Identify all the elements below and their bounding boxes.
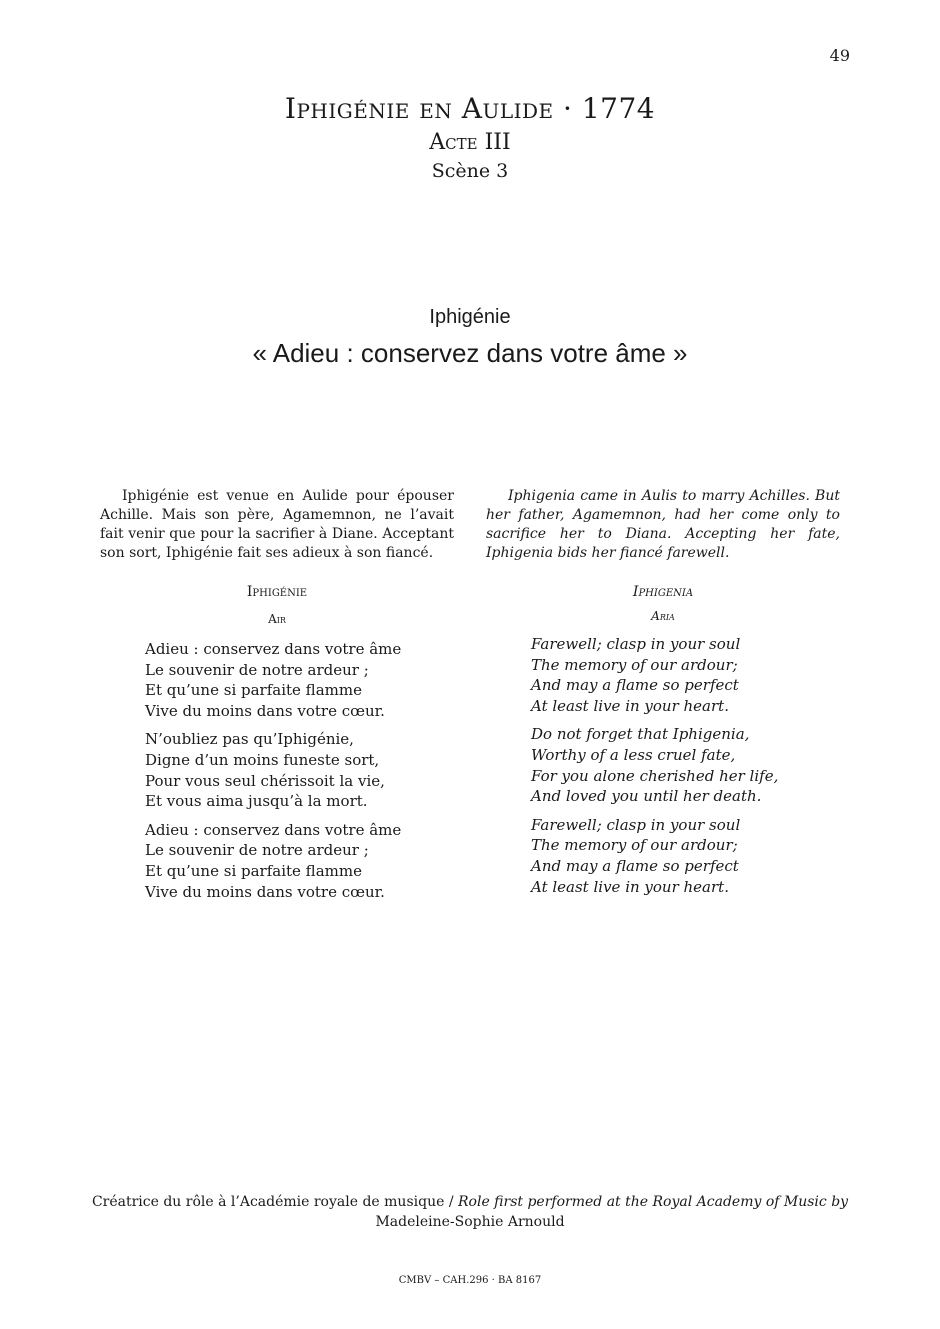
form-label-french: Air bbox=[268, 612, 286, 626]
lyric-line: Worthy of a less cruel fate, bbox=[531, 745, 736, 764]
lyric-line: Le souvenir de notre ardeur ; bbox=[145, 841, 369, 860]
lyric-line: Farewell; clasp in your soul bbox=[531, 815, 741, 834]
character-name-french: Iphigénie bbox=[246, 584, 308, 600]
stanza bbox=[531, 634, 851, 716]
lyric-line: N’oubliez pas qu’Iphigénie, bbox=[145, 730, 354, 749]
opera-title: Iphigénie en Aulide · 1774 bbox=[284, 92, 656, 125]
lyric-line: Adieu : conservez dans votre âme bbox=[145, 820, 402, 839]
act-title: Acte III bbox=[429, 130, 511, 155]
lyric-line: And may a flame so perfect bbox=[531, 856, 739, 875]
synopsis-french: Iphigénie est venue en Aulide pour épouser Achille. Mais son père, Agamemnon, ne l’avait fait venir que pour la sacrifier à Diane. Acceptant son sort, Iphigénie fait ses adieux à son fiancé. bbox=[100, 488, 454, 561]
stanza bbox=[145, 729, 465, 811]
form-label-english: Aria bbox=[651, 609, 675, 623]
singer-name: Madeleine-Sophie Arnould bbox=[375, 1214, 565, 1230]
lyric-line: Et qu’une si parfaite flamme bbox=[145, 681, 362, 700]
stanza bbox=[531, 815, 851, 897]
scene-title: Scène 3 bbox=[431, 160, 509, 182]
lyric-line: Vive du moins dans votre cœur. bbox=[145, 882, 385, 901]
lyric-line: Do not forget that Iphigenia, bbox=[531, 725, 750, 744]
synopsis-english: Iphigenia came in Aulis to marry Achilles. But her father, Agamemnon, had her come only to sacrifice her to Diana. Accepting her fate, Iphigenia bids her fiancé farewell. bbox=[486, 488, 840, 561]
character-name-english: Iphigenia bbox=[632, 584, 694, 600]
lyric-line: At least live in your heart. bbox=[531, 877, 729, 896]
footer-reference: CMBV – CAH.296 · BA 8167 bbox=[398, 1275, 542, 1286]
role-credit bbox=[0, 1192, 940, 1232]
aria-title: « Adieu : conservez dans votre âme » bbox=[252, 338, 688, 368]
lyrics-english bbox=[531, 634, 851, 905]
lyric-line: Vive du moins dans votre cœur. bbox=[145, 701, 385, 720]
lyric-line: The memory of our ardour; bbox=[531, 836, 738, 855]
lyric-line: For you alone cherished her life, bbox=[531, 766, 779, 785]
lyric-line: Farewell; clasp in your soul bbox=[531, 635, 741, 653]
credit-french: Créatrice du rôle à l’Académie royale de musique / bbox=[91, 1194, 458, 1210]
lyric-line: And loved you until her death. bbox=[531, 787, 762, 806]
lyric-line: The memory of our ardour; bbox=[531, 655, 738, 674]
stanza bbox=[145, 820, 465, 902]
stanza bbox=[145, 639, 465, 721]
lyric-line: Et vous aima jusqu’à la mort. bbox=[145, 792, 368, 811]
stanza bbox=[531, 724, 851, 806]
lyric-line: Pour vous seul chérissoit la vie, bbox=[145, 771, 385, 790]
lyric-line: Et qu’une si parfaite flamme bbox=[145, 861, 362, 880]
lyric-line: And may a flame so perfect bbox=[531, 676, 739, 695]
lyrics-french bbox=[145, 639, 465, 910]
lyric-line: Le souvenir de notre ardeur ; bbox=[145, 660, 369, 679]
credit-english: Role first performed at the Royal Academy of Music by bbox=[458, 1194, 849, 1210]
lyric-line: Digne d’un moins funeste sort, bbox=[145, 750, 380, 769]
lyric-line: Adieu : conservez dans votre âme bbox=[145, 640, 402, 658]
lyric-line: At least live in your heart. bbox=[531, 696, 729, 715]
page-number: 49 bbox=[829, 46, 850, 65]
role-title: Iphigénie bbox=[429, 306, 511, 328]
credit-line bbox=[0, 1192, 940, 1212]
